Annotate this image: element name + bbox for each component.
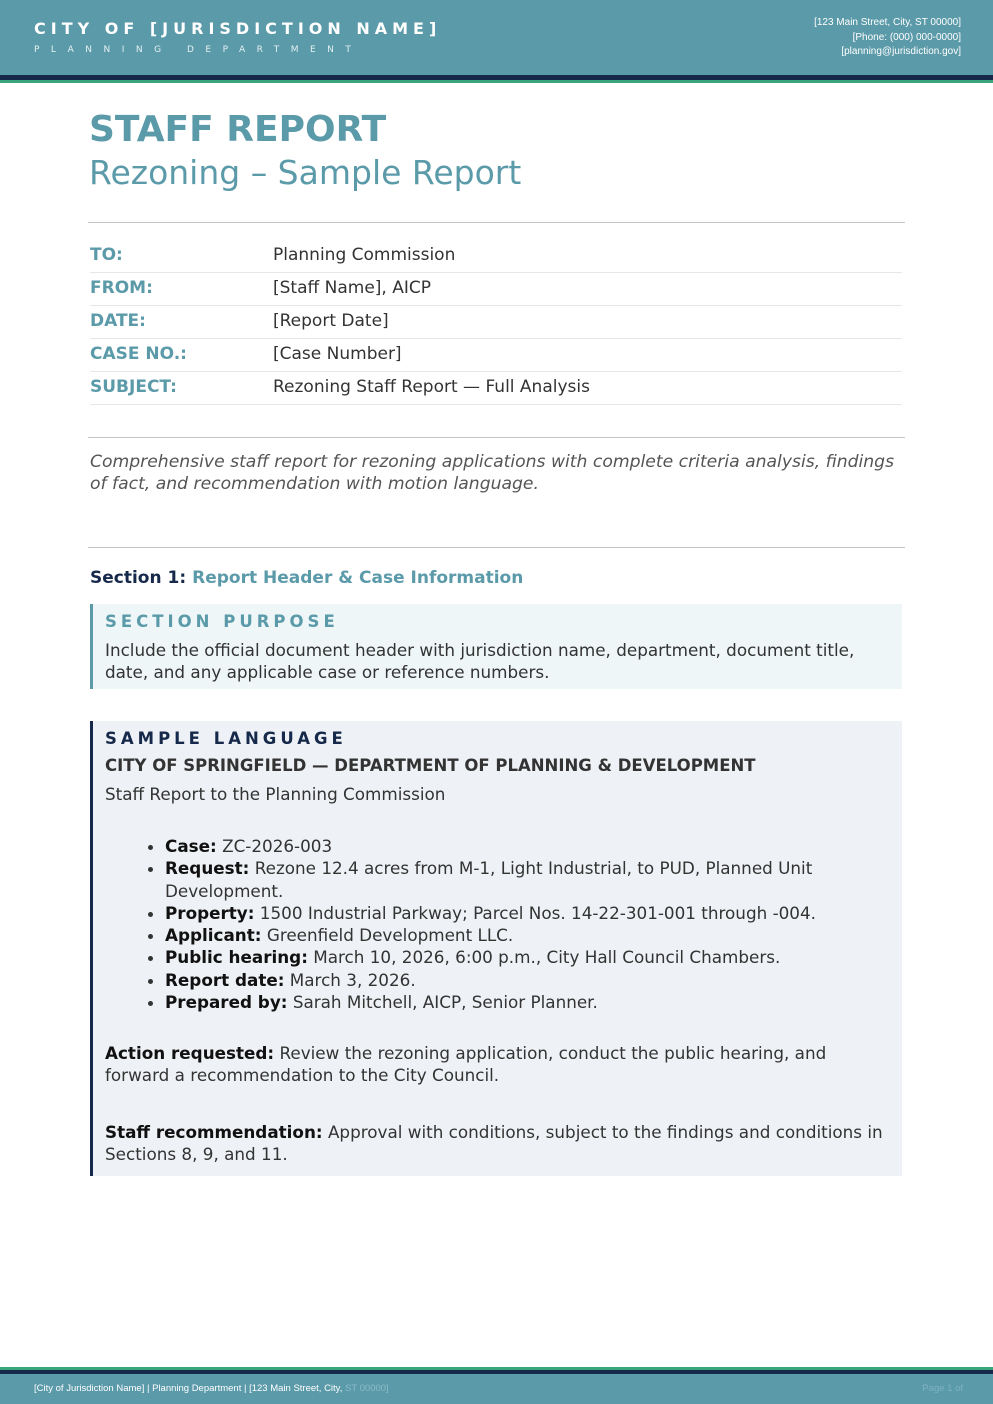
section-purpose-box (90, 604, 902, 689)
page-header (0, 0, 993, 75)
list-item (165, 835, 895, 857)
footer-faded-text: ST 00000] (345, 1383, 389, 1394)
sample-heading: SAMPLE LANGUAGE (105, 729, 347, 748)
memo-label: DATE: (90, 311, 146, 331)
list-item (165, 946, 895, 968)
department-name: PLANNING DEPARTMENT (34, 45, 363, 55)
page-number: Page 1 of (922, 1383, 963, 1394)
memo-row-from (90, 273, 902, 306)
divider (88, 222, 905, 223)
recommendation-text: Approval with conditions, subject to the findings and conditions in Sections 8, 9, and 11. (105, 1122, 883, 1164)
memo-value: Rezoning Staff Report — Full Analysis (273, 377, 590, 397)
item-value: Greenfield Development LLC. (266, 925, 514, 946)
divider (88, 547, 905, 548)
list-item (165, 924, 895, 946)
list-item (165, 969, 895, 991)
footer-text (34, 1383, 389, 1394)
item-value: Rezone 12.4 acres from M-1, Light Industrial, to PUD, Planned Unit Development. (165, 858, 813, 901)
memo-row-case (90, 339, 902, 372)
staff-recommendation (105, 1121, 890, 1165)
section-title: Report Header & Case Information (192, 568, 524, 588)
item-label: Prepared by: (165, 992, 288, 1013)
item-label: Applicant: (165, 925, 262, 946)
item-label: Public hearing: (165, 947, 308, 968)
divider (88, 437, 905, 438)
item-value: March 3, 2026. (289, 969, 416, 990)
item-label: Property: (165, 902, 255, 923)
contact-phone: [Phone: (000) 000-0000] (852, 31, 961, 43)
case-details-list (105, 835, 895, 1013)
list-item (165, 991, 895, 1013)
item-label: Report date: (165, 969, 285, 990)
document-title: STAFF REPORT (89, 109, 387, 150)
memo-row-to (90, 240, 902, 273)
item-value: ZC-2026-003 (222, 836, 333, 856)
page-footer (0, 1374, 993, 1404)
memo-value: [Report Date] (273, 311, 389, 331)
memo-value: [Case Number] (273, 344, 402, 364)
action-text: Review the rezoning application, conduct the public hearing, and forward a recommendation to the City Council. (105, 1043, 827, 1085)
memo-table (90, 240, 902, 405)
memo-label: SUBJECT: (90, 377, 177, 397)
sample-organization: CITY OF SPRINGFIELD — DEPARTMENT OF PLANNING & DEVELOPMENT (105, 756, 756, 775)
memo-row-subject (90, 372, 902, 405)
header-divider-green (0, 80, 993, 83)
memo-value: Planning Commission (273, 245, 456, 265)
item-value: 1500 Industrial Parkway; Parcel Nos. 14-22-301-001 through -004. (259, 902, 816, 923)
recommendation-label: Staff recommendation: (105, 1122, 323, 1142)
jurisdiction-name: CITY OF [JURISDICTION NAME] (34, 19, 442, 38)
list-item (165, 857, 895, 902)
action-label: Action requested: (105, 1043, 275, 1063)
memo-row-date (90, 306, 902, 339)
item-value: Sarah Mitchell, AICP, Senior Planner. (292, 992, 598, 1013)
contact-email: [planning@jurisdiction.gov] (841, 46, 961, 57)
item-label: Request: (165, 858, 250, 879)
memo-label: CASE NO.: (90, 344, 187, 364)
sample-subtitle: Staff Report to the Planning Commission (105, 784, 446, 804)
action-requested (105, 1042, 890, 1086)
contact-block (814, 16, 961, 60)
section-heading (90, 568, 523, 588)
sample-language-box (90, 721, 902, 1176)
memo-label: TO: (90, 245, 123, 265)
list-item (165, 902, 895, 924)
item-label: Case: (165, 836, 217, 856)
purpose-text: Include the official document header with jurisdiction name, department, document title, date, and any applicable case or reference numbers. (105, 640, 855, 682)
footer-main-text: [City of Jurisdiction Name] | Planning Department | [123 Main Street, City, (34, 1383, 343, 1394)
item-value: March 10, 2026, 6:00 p.m., City Hall Council Chambers. (313, 947, 781, 968)
section-number: Section 1: (90, 568, 187, 588)
purpose-heading: SECTION PURPOSE (105, 612, 339, 631)
memo-label: FROM: (90, 278, 153, 298)
memo-value: [Staff Name], AICP (273, 278, 431, 298)
report-summary: Comprehensive staff report for rezoning applications with complete criteria analysis, findings of fact, and recommendation with motion language. (90, 452, 895, 494)
document-subtitle: Rezoning – Sample Report (89, 153, 522, 192)
contact-address: [123 Main Street, City, ST 00000] (814, 17, 961, 28)
